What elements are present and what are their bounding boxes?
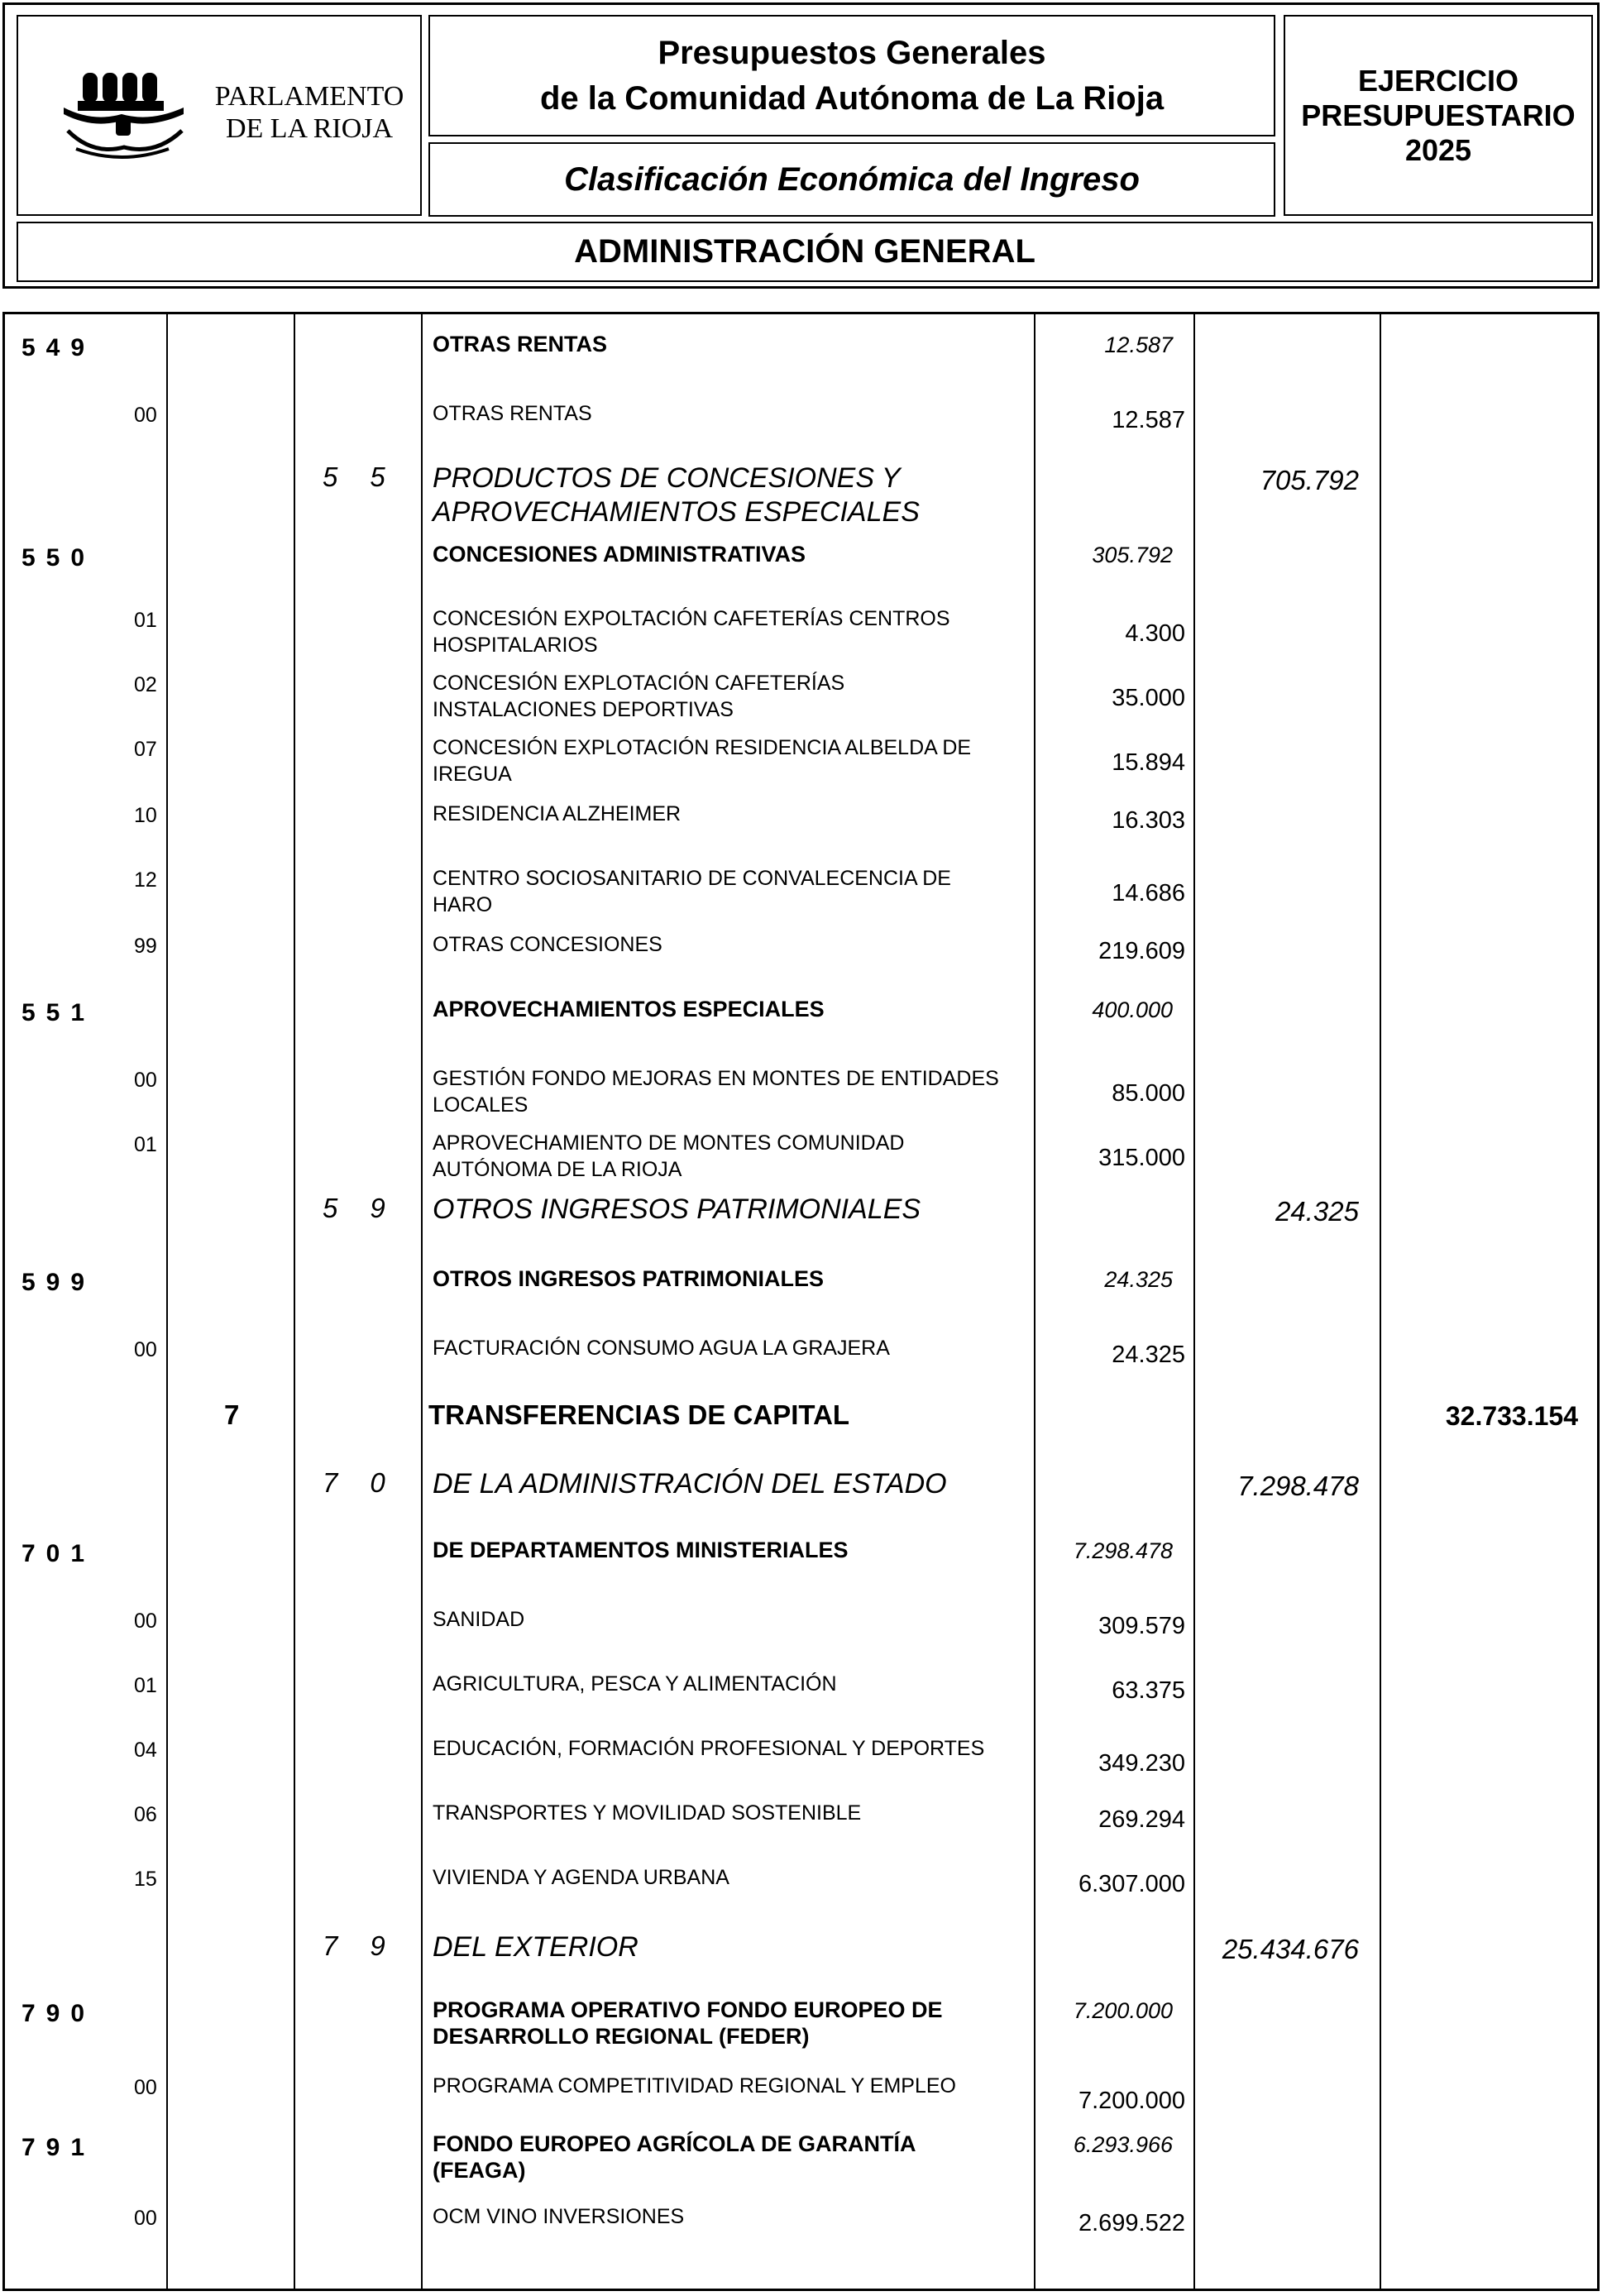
logo-text (202, 80, 417, 145)
row-description: PROGRAMA COMPETITIVIDAD REGIONAL Y EMPLEO (433, 2074, 957, 2097)
row-code: 06 (134, 1803, 157, 1826)
section-box (17, 222, 1593, 282)
row-description: APROVECHAMIENTOS ESPECIALES (433, 997, 825, 1021)
row-amount: 705.792 (1260, 465, 1359, 495)
row-code: 15 (134, 1868, 157, 1891)
subtitle-box (428, 142, 1275, 217)
row-amount: 7.200.000 (1073, 1998, 1173, 2023)
row-amount: 315.000 (1098, 1145, 1185, 1171)
row-code: 00 (134, 1069, 157, 1092)
title-line-2: de la Comunidad Autónoma de La Rioja (539, 79, 1165, 117)
logo-region: DE LA RIOJA (225, 113, 394, 144)
year-label-1: EJERCICIO (1357, 63, 1519, 98)
row-code: 791 (22, 2134, 96, 2161)
row-code: 12 (134, 868, 157, 892)
row-amount: 32.733.154 (1445, 1401, 1578, 1431)
row-amount: 85.000 (1112, 1080, 1185, 1107)
row-code: 07 (134, 738, 157, 761)
row-description: OTROS INGRESOS PATRIMONIALES (433, 1193, 921, 1225)
row-description: VIVIENDA Y AGENDA URBANA (433, 1866, 729, 1889)
row-description: OTRAS RENTAS (433, 402, 592, 425)
row-code: 01 (134, 609, 157, 632)
row-code: 00 (134, 2076, 157, 2099)
row-code: 10 (134, 804, 157, 827)
row-amount: 349.230 (1098, 1750, 1185, 1777)
title-box (428, 15, 1275, 136)
row-amount: 6.307.000 (1078, 1871, 1185, 1897)
row-description: OTROS INGRESOS PATRIMONIALES (433, 1266, 825, 1291)
row-code: 00 (134, 404, 157, 427)
row-description: CENTRO SOCIOSANITARIO DE CONVALECENCIA DE HARO (433, 867, 951, 916)
year-label-2: PRESUPUESTARIO (1301, 98, 1576, 132)
row-code: 551 (22, 999, 96, 1026)
row-description: OTRAS RENTAS (433, 332, 608, 356)
row-description: OTRAS CONCESIONES (433, 933, 662, 956)
row-code: 790 (22, 2000, 96, 2027)
row-code: 02 (134, 673, 157, 696)
row-description: CONCESIÓN EXPLOTACIÓN CAFETERÍAS INSTALACIONES DEPORTIVAS (433, 672, 845, 721)
logo-name: PARLAMENTO (214, 81, 404, 112)
row-amount: 7.200.000 (1078, 2088, 1185, 2114)
row-description: PROGRAMA OPERATIVO FONDO EUROPEO DE DESARROLLO REGIONAL (FEDER) (433, 1997, 943, 2049)
row-description: SANIDAD (433, 1608, 525, 1631)
row-amount: 305.792 (1092, 543, 1173, 567)
row-description: CONCESIÓN EXPLOTACIÓN RESIDENCIA ALBELDA DE IREGUA (433, 736, 972, 786)
row-amount: 7.298.478 (1073, 1538, 1173, 1563)
row-amount: 15.894 (1112, 749, 1185, 776)
year-value: 2025 (1404, 132, 1472, 167)
row-code: 599 (22, 1269, 96, 1296)
row-description: OCM VINO INVERSIONES (433, 2205, 685, 2228)
parlamento-logo-icon (60, 56, 192, 164)
row-amount: 400.000 (1092, 997, 1173, 1022)
row-description: GESTIÓN FONDO MEJORAS EN MONTES DE ENTIDADES LOCALES (433, 1067, 999, 1117)
row-code: 55 (323, 462, 418, 492)
row-code: 00 (134, 1338, 157, 1361)
document-header (2, 2, 1600, 289)
column-divider (166, 312, 168, 2291)
row-description: CONCESIONES ADMINISTRATIVAS (433, 542, 806, 567)
column-divider (294, 312, 295, 2291)
column-divider (1034, 312, 1035, 2291)
row-code: 79 (323, 1930, 418, 1961)
row-code: 549 (22, 334, 96, 361)
row-amount: 2.699.522 (1078, 2210, 1185, 2236)
row-description: APROVECHAMIENTO DE MONTES COMUNIDAD AUTÓNOMA DE LA RIOJA (433, 1131, 905, 1181)
row-description: DEL EXTERIOR (433, 1931, 638, 1963)
row-amount: 24.325 (1104, 1267, 1173, 1292)
row-description: RESIDENCIA ALZHEIMER (433, 802, 682, 825)
row-code: 01 (134, 1674, 157, 1697)
row-code: 04 (134, 1739, 157, 1762)
row-amount: 309.579 (1098, 1613, 1185, 1639)
row-amount: 25.434.676 (1222, 1934, 1359, 1964)
logo-box (17, 15, 422, 216)
column-divider (421, 312, 423, 2291)
row-code: 99 (134, 935, 157, 958)
column-divider (1193, 312, 1195, 2291)
row-amount: 63.375 (1112, 1677, 1185, 1704)
row-amount: 6.293.966 (1073, 2132, 1173, 2157)
row-description: CONCESIÓN EXPOLTACIÓN CAFETERÍAS CENTROS HOSPITALARIOS (433, 607, 950, 657)
row-code: 00 (134, 1610, 157, 1633)
row-code: 7 (224, 1399, 240, 1430)
row-amount: 14.686 (1112, 880, 1185, 906)
row-description: TRANSPORTES Y MOVILIDAD SOSTENIBLE (433, 1801, 862, 1825)
row-amount: 7.298.478 (1237, 1471, 1359, 1501)
row-description: DE LA ADMINISTRACIÓN DEL ESTADO (433, 1468, 947, 1500)
row-code: 701 (22, 1540, 96, 1567)
column-divider (1380, 312, 1381, 2291)
row-amount: 12.587 (1104, 332, 1173, 357)
row-description: EDUCACIÓN, FORMACIÓN PROFESIONAL Y DEPORTES (433, 1737, 985, 1760)
row-code: 00 (134, 2207, 157, 2230)
row-amount: 12.587 (1112, 407, 1185, 433)
row-code: 70 (323, 1467, 418, 1498)
row-amount: 4.300 (1125, 620, 1185, 647)
row-description: PRODUCTOS DE CONCESIONES Y APROVECHAMIENTOS ESPECIALES (433, 462, 920, 528)
row-amount: 219.609 (1098, 938, 1185, 964)
row-amount: 35.000 (1112, 685, 1185, 711)
row-description: FACTURACIÓN CONSUMO AGUA LA GRAJERA (433, 1337, 890, 1360)
row-description: TRANSFERENCIAS DE CAPITAL (428, 1399, 850, 1430)
row-amount: 269.294 (1098, 1806, 1185, 1833)
row-code: 550 (22, 544, 96, 572)
row-code: 59 (323, 1193, 418, 1223)
row-description: AGRICULTURA, PESCA Y ALIMENTACIÓN (433, 1672, 837, 1696)
year-box (1284, 15, 1593, 216)
row-amount: 16.303 (1112, 807, 1185, 834)
row-description: FONDO EUROPEO AGRÍCOLA DE GARANTÍA (FEAGA) (433, 2131, 916, 2183)
row-code: 01 (134, 1133, 157, 1156)
title-line-1: Presupuestos Generales (658, 34, 1046, 71)
row-amount: 24.325 (1112, 1342, 1185, 1368)
subtitle: Clasificación Económica del Ingreso (564, 160, 1140, 198)
row-amount: 24.325 (1275, 1196, 1359, 1227)
section-title: ADMINISTRACIÓN GENERAL (574, 233, 1035, 270)
row-description: DE DEPARTAMENTOS MINISTERIALES (433, 1538, 849, 1562)
